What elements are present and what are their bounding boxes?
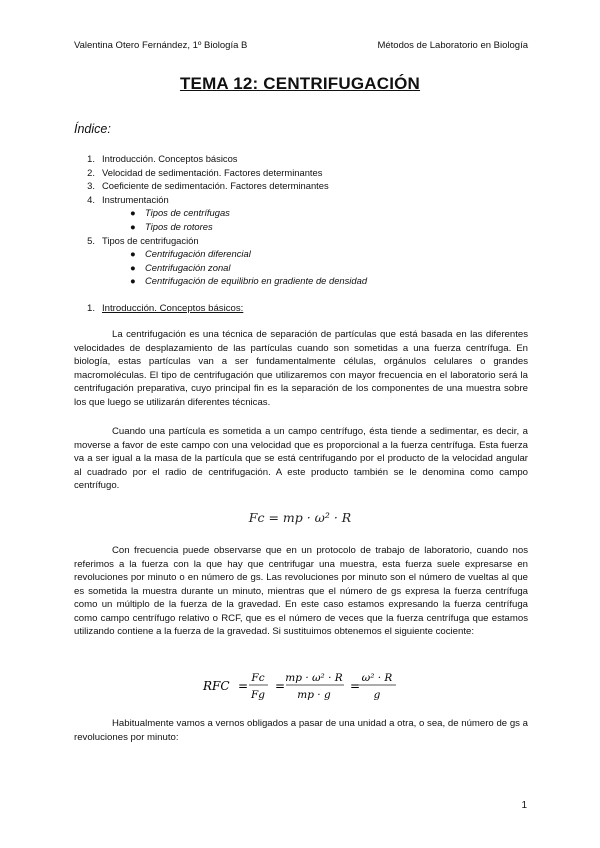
paragraph: La centrifugación es una técnica de separación de partículas que está basada en las diferentes velocidades de desplazamiento de las partículas cuando son sometidas a una fuerza centrífuga. En biología, estas partículas van a ser fundamentalmente células, orgánulos celulares o grandes macromoléculas. El tipo de centrifugación que utilizaremos con mayor frecuencia en el laboratorio será la centrifugación preparativa, cuyo principal fin es la separación de los componentes de una muestra sobre los que luego se utilizarán diferentes técnicas.	[74, 329, 528, 408]
toc-item	[74, 179, 367, 193]
toc-number: 3.	[87, 180, 95, 192]
frac1-num: Fc	[251, 672, 265, 684]
equals-sign: =	[238, 679, 249, 693]
toc-subitem-text: Tipos de rotores	[145, 220, 213, 232]
bullet-icon: ●	[130, 248, 136, 260]
toc-item	[74, 152, 367, 166]
toc-number: 4.	[87, 193, 95, 205]
toc-text: Introducción. Conceptos básicos	[102, 153, 238, 164]
frac3-den: g	[373, 689, 381, 701]
bullet-icon: ●	[130, 207, 136, 219]
rcf-lhs: RFC	[203, 679, 230, 693]
header-author: Valentina Otero Fernández, 1º Biología B	[74, 40, 248, 51]
toc-text: Velocidad de sedimentación. Factores determinantes	[102, 166, 323, 178]
section-number: 1.	[86, 303, 95, 314]
toc-number: 1.	[87, 153, 95, 164]
toc-subitem	[74, 206, 367, 220]
paragraph: Cuando una partícula es sometida a un campo centrífugo, ésta tiende a sedimentar, es decir, a moverse a favor de este campo con una velocidad que es proporcional a la fuerza centrífuga. Esta fuerza va a ser igual a la masa de la partícula que se está centrifugando por el producto de la velocidad angular al cuadrado por el radio de centrifugación. A este producto también se le denomina como campo centrífugo.	[74, 426, 528, 491]
toc-text: Tipos de centrifugación	[102, 234, 199, 246]
section-heading	[74, 303, 243, 314]
equals-sign: =	[268, 510, 283, 525]
centrifugal-force-formula	[0, 510, 600, 525]
equals-sign: =	[350, 679, 361, 693]
frac3-num: ω² · R	[361, 672, 393, 684]
toc-text: Instrumentación	[102, 193, 169, 205]
bullet-icon: ●	[130, 261, 136, 273]
table-of-contents	[74, 152, 367, 288]
equals-sign: =	[275, 679, 286, 693]
rcf-formula-svg	[0, 668, 600, 704]
toc-item	[74, 234, 367, 248]
toc-subitem	[74, 261, 367, 275]
frac2-num: mp · ω² · R	[285, 672, 343, 684]
page-number: 1	[521, 800, 527, 811]
toc-subitem	[74, 220, 367, 234]
page-title: TEMA 12: CENTRIFUGACIÓN	[179, 74, 421, 93]
toc-item	[74, 193, 367, 207]
toc-subitem	[74, 274, 367, 288]
toc-text: Coeficiente de sedimentación. Factores determinantes	[102, 180, 329, 192]
index-label: Índice:	[74, 122, 111, 136]
rcf-formula	[0, 668, 600, 704]
section-title: Introducción. Conceptos básicos:	[102, 303, 244, 314]
header-course: Métodos de Laboratorio en Biología	[377, 40, 528, 51]
paragraph: Habitualmente vamos a vernos obligados a pasar de una unidad a otra, o sea, de número de gs a revoluciones por minuto:	[74, 718, 528, 743]
toc-subitem	[74, 247, 367, 261]
frac2-den: mp · g	[297, 689, 331, 701]
bullet-icon: ●	[130, 220, 136, 232]
toc-subitem-text: Tipos de centrífugas	[145, 207, 230, 219]
toc-number: 2.	[87, 166, 95, 178]
bullet-icon: ●	[130, 275, 136, 287]
toc-subitem-text: Centrifugación zonal	[145, 261, 231, 273]
paragraph: Con frecuencia puede observarse que en un protocolo de trabajo de laboratorio, cuando nos referimos a la fuerza con la que hay que centrifugar una muestra, esta fuerza suele expresarse en revoluciones por minuto o en número de gs. Las revoluciones por minuto son el número de vueltas al que es sometida la muestra durante un minuto, mientras que el número de gs expresa la fuerza centrífuga como un múltiplo de la fuerza de la gravedad. En este caso estamos expresando la fuerza centrífuga como campo centrífugo relativo o RCF, que es el número de veces que la fuerza centrífuga que estamos utilizando contiene a la fuerza de la gravedad. Si sustituimos obtenemos el siguiente cociente:	[74, 545, 528, 637]
formula-lhs: Fc	[248, 510, 265, 525]
toc-number: 5.	[87, 234, 95, 246]
frac1-den: Fg	[250, 689, 266, 701]
formula-rhs: mp · ω² · R	[282, 510, 352, 525]
toc-item	[74, 166, 367, 180]
toc-subitem-text: Centrifugación de equilibrio en gradiente de densidad	[145, 275, 368, 287]
toc-subitem-text: Centrifugación diferencial	[145, 248, 251, 260]
